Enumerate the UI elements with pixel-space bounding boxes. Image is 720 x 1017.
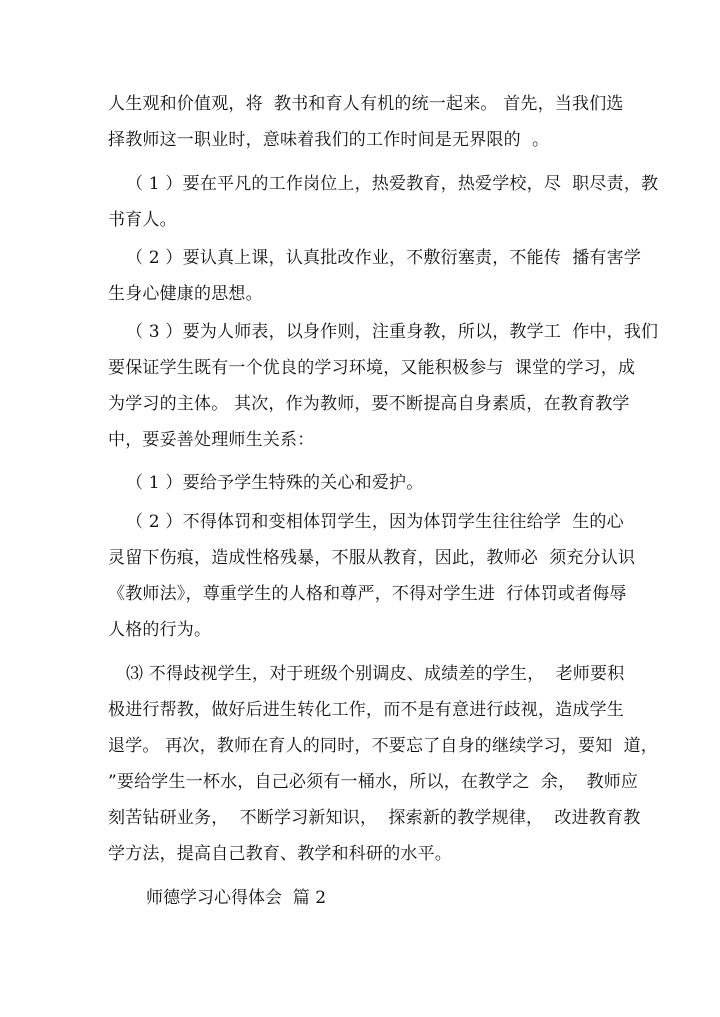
- text-line: 择教师这一职业时，意味着我们的工作时间是无界限的 。: [108, 130, 550, 150]
- text-line: 为学习的主体。 其次，作为教师，要不断提高自身素质，在教育教学: [108, 394, 630, 414]
- paragraph-item-1: [108, 166, 659, 238]
- text-line: 要保证学生既有一个优良的学习环境，又能积极参与 课堂的学习，成: [108, 358, 636, 378]
- text-line: ”要给学生一杯水，自己必须有一桶水，所以，在教学之 余， 教师应: [108, 772, 639, 792]
- text-line: （ 3 ）要为人师表，以身作则，注重身教，所以，教学工 作中，我们: [126, 322, 659, 342]
- text-line: 学方法，提高自己教育、教学和科研的水平。: [108, 844, 452, 864]
- text-line: 书育人。: [108, 210, 177, 230]
- text-line: （ 1 ）要给予学生特殊的关心和爱护。: [126, 473, 424, 493]
- text-line: 极进行帮教，做好后进生转化工作，而不是有意进行歧视，造成学生: [108, 700, 624, 720]
- text-line: 退学。 再次，教师在育人的同时，不要忘了自身的继续学习，要知 道，: [108, 736, 659, 756]
- paragraph-item-4: [108, 465, 613, 501]
- text-line: 灵留下伤痕，造成性格残暴，不服从教育，因此，教师必 须充分认识: [108, 548, 636, 568]
- section-heading: 师德学习心得体会 篇 2: [146, 888, 327, 908]
- text-line: 人格的行为。: [108, 620, 212, 640]
- text-line: 中，要妥善处理师生关系：: [108, 430, 315, 450]
- paragraph-item-6: [108, 656, 659, 872]
- text-line: ⑶ 不得歧视学生，对于班级个别调皮、成绩差的学生， 老师要积: [126, 664, 625, 684]
- text-line: 刻苦钻研业务， 不断学习新知识， 探索新的教学规律， 改进教育教: [108, 808, 641, 828]
- text-line: （ 2 ）要认真上课，认真批改作业，不敷衍塞责，不能传 播有害学: [126, 248, 642, 268]
- text-line: （ 2 ）不得体罚和变相体罚学生，因为体罚学生往往给学 生的心: [126, 512, 624, 532]
- text-line: （ 1 ）要在平凡的工作岗位上，热爱教育，热爱学校，尽 职尽责，教: [126, 174, 659, 194]
- paragraph-intro: [108, 86, 624, 158]
- paragraph-item-3: [108, 314, 659, 458]
- text-line: 《教师法》，尊重学生的人格和尊严，不得对学生进 行体罚或者侮辱: [108, 584, 627, 604]
- paragraph-item-5: [108, 504, 636, 648]
- text-line: 人生观和价值观，将 教书和育人有机的统一起来。 首先，当我们选: [108, 94, 624, 114]
- paragraph-item-2: [108, 240, 642, 312]
- text-line: 生身心健康的思想。: [108, 284, 263, 304]
